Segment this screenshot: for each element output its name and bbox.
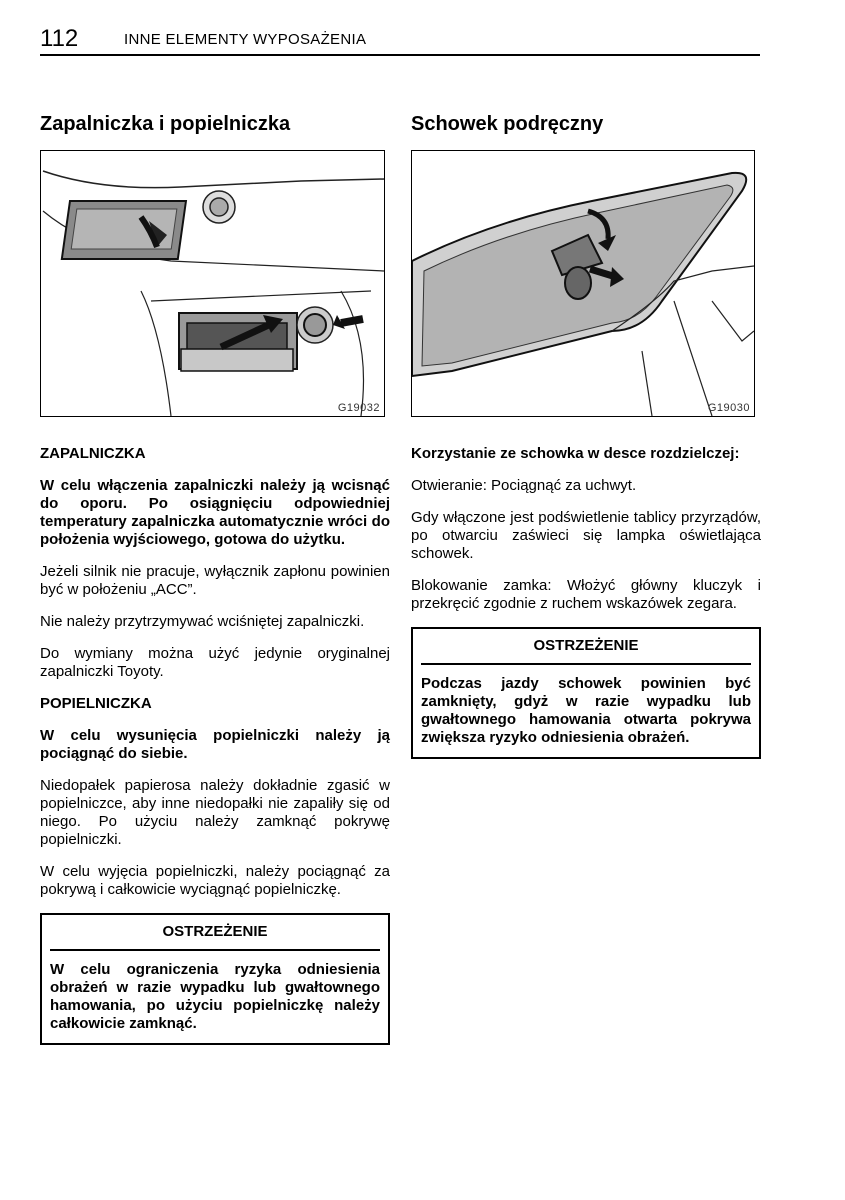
console-drawing — [41, 151, 384, 416]
left-column — [40, 112, 390, 1045]
warning-title: OSTRZEŻENIE — [421, 637, 751, 665]
glovebox-text — [411, 445, 761, 759]
glovebox-title: Schowek podręczny — [411, 113, 604, 135]
ashtray-warning-box — [40, 913, 390, 1045]
glovebox-paragraph: Otwieranie: Pociągnąć za uchwyt. — [411, 477, 637, 494]
ashtray-heading: POPIELNICZKA — [40, 695, 152, 712]
lighter-ashtray-title: Zapalniczka i popielniczka — [40, 113, 291, 135]
page-number: 112 — [40, 25, 79, 52]
lighter-heading: ZAPALNICZKA — [40, 445, 146, 462]
page-header — [40, 26, 760, 56]
glovebox-subheading: Korzystanie ze schowka w desce rozdzielczej: — [411, 445, 740, 462]
figure-code: G19030 — [707, 402, 750, 414]
lighter-paragraph: Do wymiany można użyć jedynie oryginalnej zapalniczki Toyoty. — [40, 645, 390, 680]
figure-code: G19032 — [337, 402, 380, 414]
lighter-paragraph: Nie należy przytrzymywać wciśniętej zapalniczki. — [40, 613, 365, 630]
lighter-ashtray-illustration — [40, 150, 385, 417]
glovebox-warning-box — [411, 627, 761, 759]
lighter-paragraph: Jeżeli silnik nie pracuje, wyłącznik zapłonu powinien być w położeniu „ACC”. — [40, 563, 390, 598]
right-column — [411, 112, 761, 759]
glovebox-illustration — [411, 150, 755, 417]
glovebox-paragraph: Gdy włączone jest podświetlenie tablicy przyrządów, po otwarciu zaświeci się lampka oświetlająca schowek. — [411, 509, 761, 562]
ashtray-instruction: W celu wysunięcia popielniczki należy ją pociągnąć do siebie. — [40, 727, 390, 762]
lighter-ashtray-text — [40, 445, 390, 1045]
lighter-instruction: W celu włączenia zapalniczki należy ją wcisnąć do oporu. Po osiągnięciu odpowiedniej temperatury zapalniczka automatycznie wróci do położenia wyjściowego, gotowa do użytku. — [40, 477, 390, 548]
warning-text: Podczas jazdy schowek powinien być zamknięty, gdyż w razie wypadku lub gwałtownego hamowania otwarta pokrywa zwiększa ryzyko odniesienia obrażeń. — [421, 675, 751, 746]
warning-text: W celu ograniczenia ryzyka odniesienia obrażeń w razie wypadku lub gwałtownego hamowania, po użyciu popielniczkę należy całkowicie zamknąć. — [50, 961, 380, 1032]
glovebox-drawing — [412, 151, 754, 416]
ashtray-paragraph: W celu wyjęcia popielniczki, należy pociągnąć za pokrywą i całkowicie wyciągnąć popielniczkę. — [40, 863, 390, 898]
section-title: INNE ELEMENTY WYPOSAŻENIA — [124, 31, 367, 48]
warning-title: OSTRZEŻENIE — [50, 923, 380, 951]
ashtray-paragraph: Niedopałek papierosa należy dokładnie zgasić w popielniczce, aby inne niedopałki nie zapaliły się od niego. Po użyciu należy zamknąć pokrywę popielniczki. — [40, 777, 390, 848]
glovebox-paragraph: Blokowanie zamka: Włożyć główny kluczyk i przekręcić zgodnie z ruchem wskazówek zegara. — [411, 577, 761, 612]
